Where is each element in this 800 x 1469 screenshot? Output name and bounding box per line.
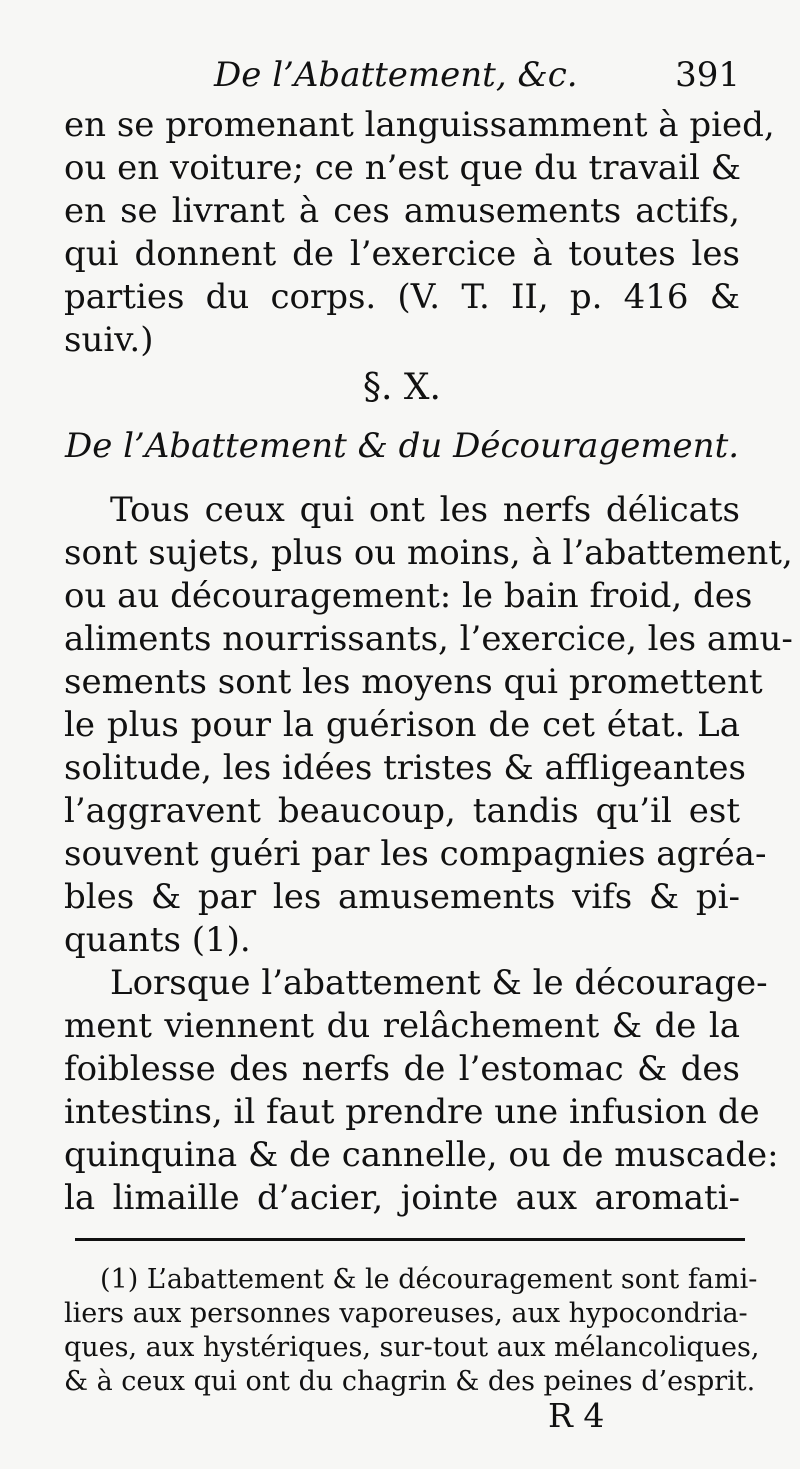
paragraph-line: ment viennent du relâchement & de la	[64, 1006, 740, 1046]
paragraph-line: bles & par les amusements vifs & pi-	[64, 877, 740, 917]
text-line: suiv.)	[64, 320, 154, 360]
paragraph-line: ou au découragement: le bain froid, des	[64, 576, 753, 616]
paragraph-line: quinquina & de cannelle, ou de muscade:	[64, 1135, 779, 1175]
footnote-rule	[75, 1238, 745, 1241]
paragraph-line: la limaille d’acier, jointe aux aromati-	[64, 1178, 740, 1218]
footnote-line: (1) L’abattement & le découragement sont fami-	[100, 1264, 758, 1295]
text-line: en se promenant languissamment à pied,	[64, 105, 775, 145]
footnote-line: liers aux personnes vaporeuses, aux hypocondria-	[64, 1298, 748, 1329]
running-head	[64, 55, 740, 101]
footnote-line: ques, aux hystériques, sur-tout aux mélancoliques,	[64, 1332, 760, 1363]
footnote-line: & à ceux qui ont du chagrin & des peines d’esprit.	[64, 1366, 756, 1397]
paragraph-line: intestins, il faut prendre une infusion de	[64, 1092, 760, 1132]
paragraph-line: quants (1).	[64, 920, 251, 960]
paragraph-line: sont sujets, plus ou moins, à l’abattement,	[64, 533, 793, 573]
signature-mark: R 4	[548, 1396, 605, 1435]
paragraph-line: foiblesse des nerfs de l’estomac & des	[64, 1049, 740, 1089]
paragraph-line: sements sont les moyens qui promettent	[64, 662, 763, 702]
section-title: De l’Abattement & du Découragement.	[64, 426, 740, 466]
running-title: De l’Abattement, &c.	[214, 55, 578, 95]
text-line: parties du corps. (V. T. II, p. 416 &	[64, 277, 740, 317]
text-line: en se livrant à ces amusements actifs,	[64, 191, 740, 231]
paragraph-line: aliments nourrissants, l’exercice, les amu-	[64, 619, 793, 659]
paragraph-line: souvent guéri par les compagnies agréa-	[64, 834, 767, 874]
section-mark: §. X.	[363, 367, 441, 408]
paragraph-line: Lorsque l’abattement & le découragе-	[110, 963, 768, 1003]
text-line: qui donnent de l’exercice à toutes les	[64, 234, 740, 274]
paragraph-line: le plus pour la guérison de cet état. La	[64, 705, 740, 745]
paragraph-line: solitude, les idées tristes & affligeantes	[64, 748, 746, 788]
page-number: 391	[675, 55, 740, 95]
text-line: ou en voiture; ce n’est que du travail &	[64, 148, 742, 188]
paragraph-line: Tous ceux qui ont les nerfs délicats	[110, 490, 740, 530]
paragraph-line: l’aggravent beaucoup, tandis qu’il est	[64, 791, 740, 831]
